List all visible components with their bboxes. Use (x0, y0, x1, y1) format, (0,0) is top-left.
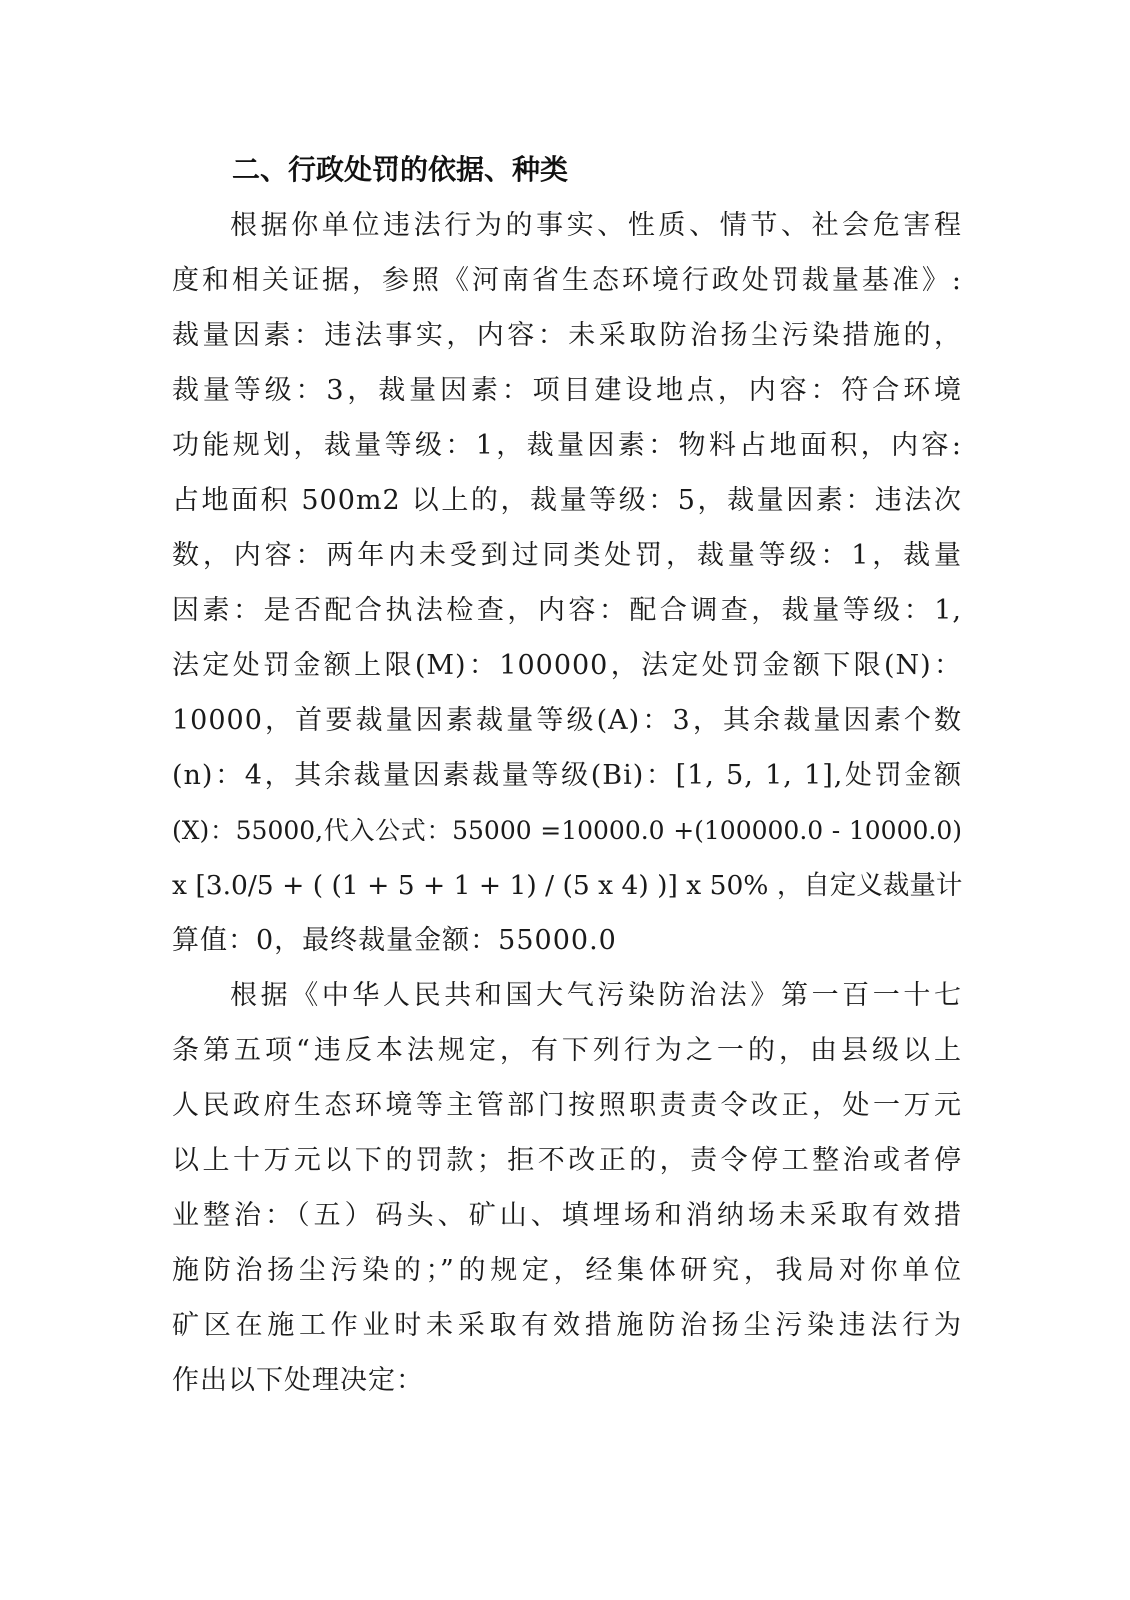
text-line: 占地面积 500m2 以上的，裁量等级：5，裁量因素：违法次 (172, 485, 962, 516)
text-line: (X)：55000,代入公式：55000 =10000.0 +(100000.0 - 10000.0) (172, 816, 962, 845)
text-line: 法定处罚金额上限(M)：100000，法定处罚金额下限(N)： (172, 650, 962, 681)
text-line: 根据你单位违法行为的事实、性质、情节、社会危害程 (230, 210, 962, 241)
text-line: 裁量等级：3，裁量因素：项目建设地点，内容：符合环境 (172, 375, 962, 406)
text-line: 作出以下处理决定： (172, 1365, 424, 1396)
text-line: 施防治扬尘污染的；”的规定，经集体研究，我局对你单位 (172, 1255, 962, 1286)
text-line: 人民政府生态环境等主管部门按照职责责令改正，处一万元 (172, 1090, 962, 1121)
text-line: 矿区在施工作业时未采取有效措施防治扬尘污染违法行为 (172, 1310, 962, 1341)
text-line: 度和相关证据，参照《河南省生态环境行政处罚裁量基准》: (172, 265, 962, 296)
text-line: 以上十万元以下的罚款；拒不改正的，责令停工整治或者停 (172, 1145, 962, 1176)
text-line: 数，内容：两年内未受到过同类处罚，裁量等级：1，裁量 (172, 540, 962, 571)
text-line: x [3.0/5 + ( (1 + 5 + 1 + 1) / (5 x 4) )] x 50% ，自定义裁量计 (172, 870, 963, 901)
paragraph-decision (172, 968, 962, 1408)
text-line: 算值：0，最终裁量金额：55000.0 (172, 925, 617, 956)
text-line: 裁量因素：违法事实，内容：未采取防治扬尘污染措施的， (172, 320, 962, 351)
paragraph-basis (172, 198, 962, 968)
section-heading: 二、行政处罚的依据、种类 (232, 153, 569, 186)
text-line: 10000，首要裁量因素裁量等级(A)：3，其余裁量因素个数 (172, 705, 962, 736)
text-line: 业整治：（五）码头、矿山、填埋场和消纳场未采取有效措 (172, 1200, 962, 1231)
text-line: 因素：是否配合执法检查，内容：配合调查，裁量等级：1, (172, 595, 962, 626)
text-line: 功能规划，裁量等级：1，裁量因素：物料占地面积，内容: (172, 430, 962, 461)
text-line: 根据《中华人民共和国大气污染防治法》第一百一十七 (230, 980, 962, 1011)
text-line: 条第五项“违反本法规定，有下列行为之一的，由县级以上 (172, 1035, 962, 1066)
text-line: (n)：4，其余裁量因素裁量等级(Bi)：[1, 5, 1, 1],处罚金额 (172, 760, 962, 791)
document-body (172, 146, 962, 1408)
